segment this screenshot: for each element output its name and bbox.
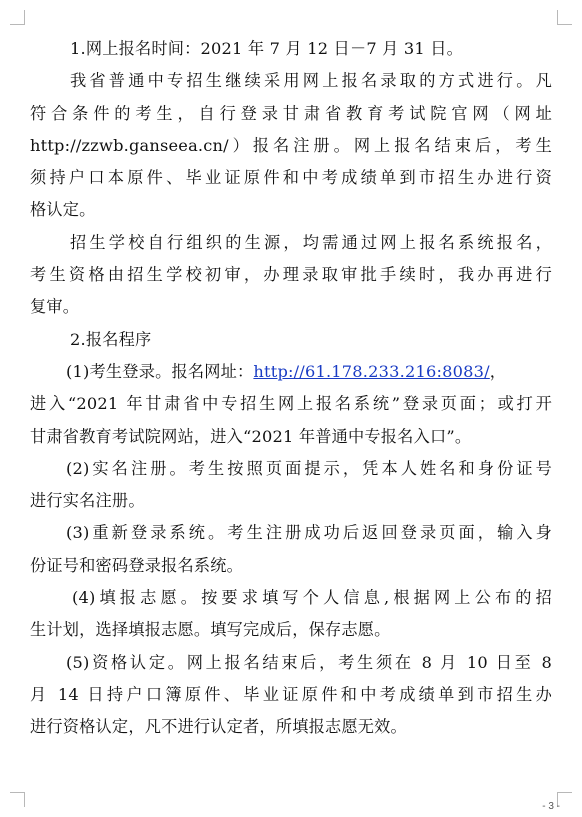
registration-step-suffix: ， — [489, 361, 507, 381]
registration-step-prefix: (1)考生登录。报名网址： — [66, 361, 254, 381]
paragraph-line: 月 14 日持户口簿原件、毕业证原件和中考成绩单到市招生办 — [30, 684, 552, 704]
crop-mark-top-left — [10, 10, 25, 25]
paragraph-line: 我省普通中专招生继续采用网上报名录取的方式进行。凡 — [70, 71, 552, 91]
section-heading-registration-time: 1.网上报名时间：2021 年 7 月 12 日－7 月 31 日。 — [70, 39, 464, 58]
paragraph-line: (3)重新登录系统。考生注册成功后返回登录页面，输入身 — [66, 523, 552, 543]
paragraph-line: 符合条件的考生，自行登录甘肃省教育考试院官网（网址 — [30, 103, 552, 123]
paragraph-line: 进行实名注册。 — [30, 491, 145, 511]
paragraph-line: 复审。 — [30, 297, 80, 317]
crop-mark-top-right — [557, 10, 572, 25]
page-number: - 3 - — [542, 801, 560, 812]
paragraph-line: 招生学校自行组织的生源，均需通过网上报名系统报名， — [70, 232, 552, 252]
paragraph-line: 份证号和密码登录报名系统。 — [30, 555, 244, 575]
paragraph-line: 考生资格由招生学校初审，办理录取审批手续时，我办再进行 — [30, 265, 552, 285]
paragraph-line: 甘肃省教育考试院网站，进入“2021 年普通中专报名入口”。 — [30, 426, 472, 446]
paragraph-line: 生计划，选择填报志愿。填写完成后，保存志愿。 — [30, 620, 391, 640]
paragraph-line: http://zzwb.ganseea.cn/）报名注册。网上报名结束后，考生 — [30, 135, 552, 155]
registration-step-line — [30, 356, 552, 388]
paragraph-line: (4)填报志愿。按要求填写个人信息,根据网上公布的招 — [72, 588, 552, 608]
paragraph-line: 格认定。 — [30, 200, 96, 220]
paragraph-line: 进行资格认定，凡不进行认定者，所填报志愿无效。 — [30, 717, 407, 737]
paragraph-line: 进入“2021 年甘肃省中专招生网上报名系统”登录页面；或打开 — [30, 394, 552, 414]
crop-mark-bottom-left — [10, 792, 25, 807]
paragraph-line: 须持户口本原件、毕业证原件和中考成绩单到市招生办进行资 — [30, 168, 552, 188]
paragraph-line: (5)资格认定。网上报名结束后，考生须在 8 月 10 日至 8 — [66, 652, 552, 672]
paragraph-line: (2)实名注册。考生按照页面提示，凭本人姓名和身份证号 — [66, 458, 552, 478]
section-heading-procedure: 2.报名程序 — [70, 329, 152, 349]
document-body — [30, 33, 552, 744]
registration-website-link[interactable]: http://61.178.233.216:8083/ — [253, 361, 490, 381]
